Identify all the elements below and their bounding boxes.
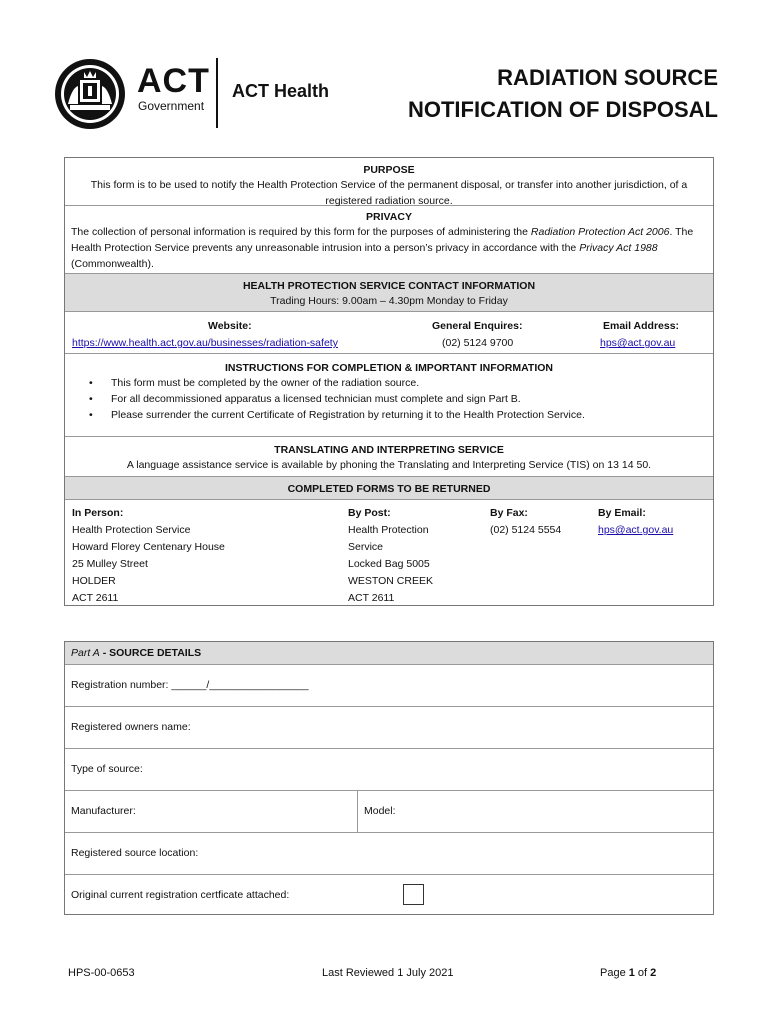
website-label: Website:: [208, 320, 252, 332]
instructions-heading: INSTRUCTIONS FOR COMPLETION & IMPORTANT INFORMATION: [224, 362, 553, 374]
address-line: 25 Mulley Street: [72, 558, 148, 570]
source-location-label: Registered source location:: [71, 847, 199, 859]
logo-divider: [216, 58, 218, 128]
fax-number: (02) 5124 5554: [490, 524, 562, 536]
form-title: [408, 62, 718, 126]
manufacturer-model-row: [65, 791, 713, 833]
page-header: [0, 0, 770, 150]
address-line: Health Protection: [348, 524, 429, 536]
address-line: Locked Bag 5005: [348, 558, 430, 570]
owner-name-field[interactable]: [65, 707, 713, 749]
translating-heading: TRANSLATING AND INTERPRETING SERVICE: [274, 444, 504, 456]
registration-number-field[interactable]: [65, 665, 713, 707]
instructions-list: [65, 375, 713, 423]
model-label: Model:: [364, 805, 396, 817]
list-item: • For all decommissioned apparatus a licensed technician must complete and sign Part B.: [65, 391, 713, 407]
email-return: [598, 504, 673, 539]
address-line: HOLDER: [72, 575, 116, 587]
enquiries-label: General Enquires:: [432, 320, 523, 332]
return-addresses: [65, 500, 713, 605]
part-a-label: Part A: [71, 647, 100, 659]
certificate-row: [65, 875, 713, 914]
purpose-text: This form is to be used to notify the Health Protection Service of the permanent disposal, or transfer into another jurisdiction, of a registered radiation source.: [90, 179, 688, 207]
department-name: ACT Health: [232, 81, 330, 101]
page-number: Page 1 of 2: [600, 967, 657, 979]
source-type-field[interactable]: [65, 749, 713, 791]
certificate-label: Original current registration certficate attached:: [71, 889, 290, 901]
logo-government-text: Government: [138, 99, 205, 113]
list-item: • Please surrender the current Certificate of Registration by returning it to the Health Protection Service.: [65, 407, 713, 423]
privacy-section: [65, 206, 713, 274]
translating-text: A language assistance service is available by phoning the Translating and Interpreting Service (TIS) on 13 14 50.: [126, 459, 652, 471]
source-location-field[interactable]: [65, 833, 713, 875]
instructions-section: [65, 354, 713, 437]
in-person-address: [72, 504, 225, 607]
post-label: By Post:: [348, 507, 391, 519]
registration-number-label: Registration number: ______/_________________: [71, 679, 309, 691]
form-code: HPS-00-0653: [68, 967, 135, 979]
contact-heading-bar: [65, 274, 713, 312]
form-title-line-1: RADIATION SOURCE: [497, 65, 718, 90]
list-item: • This form must be completed by the owner of the radiation source.: [65, 375, 713, 391]
source-type-label: Type of source:: [71, 763, 143, 775]
address-line: ACT 2611: [348, 592, 395, 604]
logo-act-text: ACT: [137, 62, 210, 100]
address-line: Howard Florey Centenary House: [72, 541, 225, 553]
radiation-act-name: Radiation Protection Act 2006: [530, 226, 670, 238]
translating-section: [65, 437, 713, 477]
manufacturer-label: Manufacturer:: [71, 805, 136, 817]
part-a-form: [64, 641, 714, 915]
address-line: Service: [348, 541, 384, 553]
address-line: WESTON CREEK: [348, 575, 433, 587]
trading-hours: Trading Hours: 9.00am – 4.30pm Monday to Friday: [270, 295, 508, 307]
address-line: Health Protection Service: [72, 524, 191, 536]
email-link[interactable]: hps@act.gov.au: [600, 337, 676, 349]
part-a-heading-bar: [65, 642, 713, 665]
fax-contact: [490, 504, 561, 539]
return-email-link[interactable]: hps@act.gov.au: [598, 524, 674, 536]
fax-label: By Fax:: [490, 507, 528, 519]
post-address: [348, 504, 433, 607]
enquiries-phone: (02) 5124 9700: [442, 337, 514, 349]
information-panel: [64, 157, 714, 606]
address-line: ACT 2611: [72, 592, 119, 604]
website-link[interactable]: https://www.health.act.gov.au/businesses/radiation-safety: [72, 337, 338, 349]
returned-heading-bar: [65, 477, 713, 500]
last-reviewed: Last Reviewed 1 July 2021: [322, 967, 454, 979]
privacy-text: The collection of personal information is required by this form for the purposes of administering the Radiation Protection Act 2006. The Health Protection Service prevents any unreasonable intrusion into a person’s privacy in accordance with the Privacy Act 1988 (Commonwealth).: [71, 226, 694, 270]
purpose-section: [65, 158, 713, 206]
act-crest-logo: [54, 58, 126, 130]
email-label: Email Address:: [603, 320, 680, 332]
privacy-act-name: Privacy Act 1988: [579, 242, 658, 254]
purpose-heading: PURPOSE: [363, 164, 415, 176]
contact-heading: HEALTH PROTECTION SERVICE CONTACT INFORMATION: [242, 280, 536, 292]
owner-name-label: Registered owners name:: [71, 721, 191, 733]
returned-heading: COMPLETED FORMS TO BE RETURNED: [287, 483, 491, 495]
manufacturer-field[interactable]: [65, 791, 358, 832]
privacy-heading: PRIVACY: [366, 211, 412, 223]
in-person-label: In Person:: [72, 507, 124, 519]
contact-details: [65, 312, 713, 354]
model-field[interactable]: [358, 791, 713, 832]
part-a-heading: Part A - SOURCE DETAILS: [71, 647, 202, 659]
return-email-label: By Email:: [598, 507, 646, 519]
certificate-checkbox[interactable]: [403, 884, 424, 905]
form-title-line-2: NOTIFICATION OF DISPOSAL: [407, 97, 718, 122]
